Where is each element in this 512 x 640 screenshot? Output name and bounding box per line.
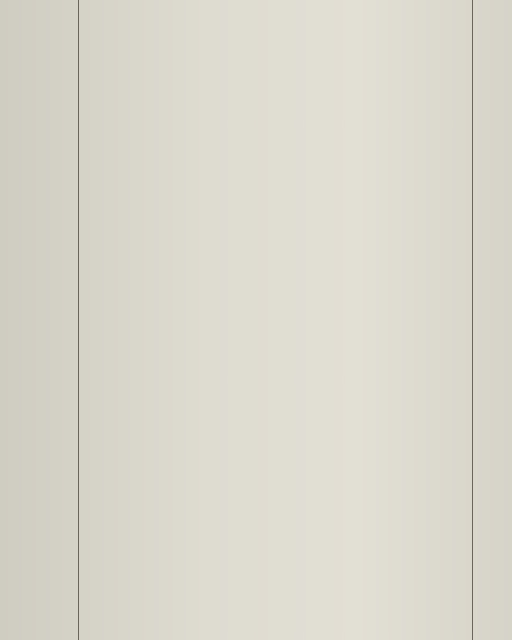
column-rule-left	[78, 0, 79, 640]
column-rule-right	[472, 0, 473, 640]
